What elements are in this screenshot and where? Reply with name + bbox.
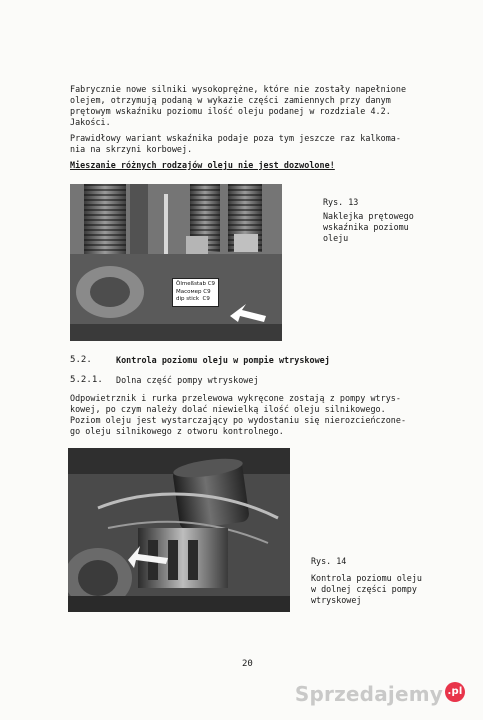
figure-14-caption-line-3: wtryskowej <box>311 595 362 605</box>
paragraph-1-line-2: olejem, otrzymują podaną w wykazie części zamiennych przy danym <box>70 95 391 105</box>
sticker-line-3: dip stick C9 <box>176 296 210 302</box>
sticker-line-2: Масомер C9 <box>176 288 211 295</box>
section-title: Kontrola poziomu oleju w pompie wtryskowej <box>116 355 330 365</box>
dipstick-label-sticker <box>172 278 219 307</box>
watermark-badge: .pl <box>445 682 465 702</box>
paragraph-1-line-1: Fabrycznie nowe silniki wysokoprężne, które nie zostały napełnione <box>70 84 407 94</box>
watermark-text: Sprzedajemy <box>294 682 443 706</box>
figure-14-caption-line-2: w dolnej części pompy <box>311 584 417 594</box>
page-number: 20 <box>242 659 253 669</box>
injection-pump-image <box>68 448 290 612</box>
subsection-number: 5.2.1. <box>70 375 103 385</box>
paragraph-3-line-2: kowej, po czym należy dolać niewielką ilość oleju silnikowego. <box>70 404 386 414</box>
paragraph-1-line-4: Jakości. <box>70 117 111 127</box>
figure-14-photo <box>68 448 290 612</box>
section-number: 5.2. <box>70 355 92 365</box>
figure-13-number: Rys. 13 <box>323 197 359 207</box>
watermark-logo <box>295 682 465 706</box>
figure-14-number: Rys. 14 <box>311 556 347 566</box>
paragraph-3-line-3: Poziom oleju jest wystarczający po wydostaniu się nierozcieńczone- <box>70 415 407 425</box>
figure-13-caption-line-3: oleju <box>323 233 349 243</box>
paragraph-3-line-1: Odpowietrznik i rurka przelewowa wykręcone zostają z pompy wtrys- <box>70 393 401 403</box>
paragraph-1-line-3: prętowym wskaźniku poziomu ilość oleju podanej w rozdziale 4.2. <box>70 106 391 116</box>
figure-14-caption-line-1: Kontrola poziomu oleju <box>311 573 422 583</box>
warning-text: Mieszanie różnych rodzajów oleju nie jest dozwolone! <box>70 160 335 170</box>
figure-13-photo <box>70 184 282 341</box>
paragraph-2-line-2: nia na skrzyni korbowej. <box>70 144 193 154</box>
paragraph-2-line-1: Prawidłowy wariant wskaźnika podaje poza tym jeszcze raz kalkoma- <box>70 133 401 143</box>
paragraph-3-line-4: go oleju silnikowego z otworu kontrolnego. <box>70 426 284 436</box>
figure-13-caption-line-1: Naklejka prętowego <box>323 211 414 221</box>
figure-13-caption-line-2: wskaźnika poziomu <box>323 222 409 232</box>
sticker-line-1: Ölmeßstab C9 <box>176 281 216 287</box>
subsection-title: Dolna część pompy wtryskowej <box>116 375 259 385</box>
engine-dipstick-image <box>70 184 282 341</box>
